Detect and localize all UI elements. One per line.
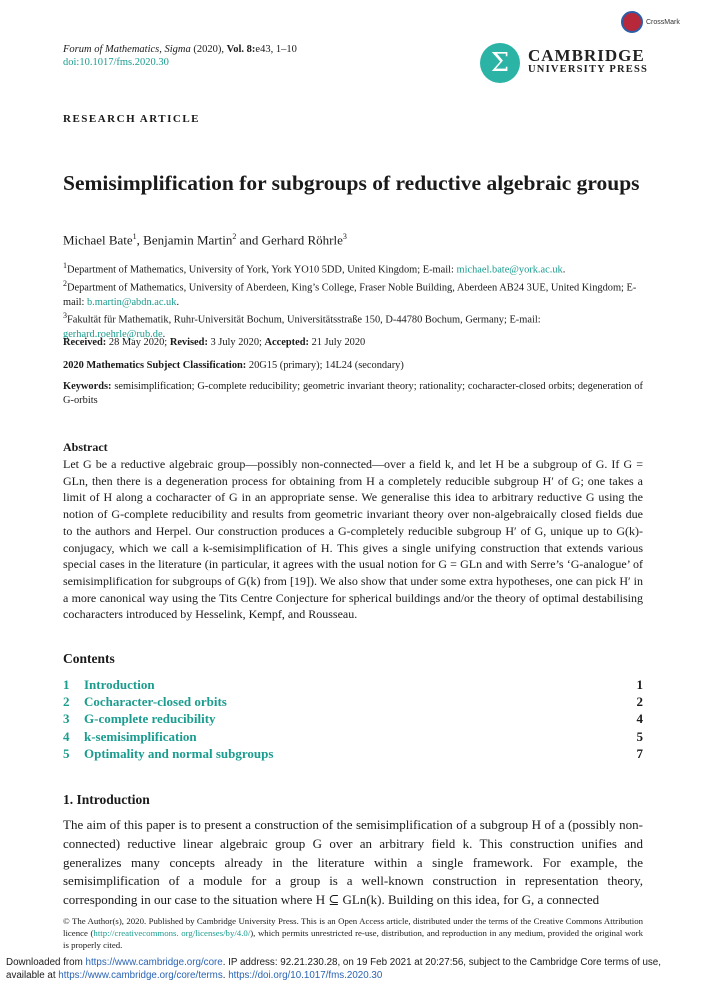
license-footnote xyxy=(63,916,643,951)
author-affil-sup: 1 xyxy=(132,232,137,241)
crossmark-icon xyxy=(621,11,643,33)
received-date: 28 May 2020; xyxy=(108,337,168,348)
toc-number: 4 xyxy=(63,728,70,744)
author-name: Benjamin Martin xyxy=(143,232,233,248)
toc-page: 4 xyxy=(636,711,643,727)
abstract-heading: Abstract xyxy=(63,440,108,454)
author-separator: and xyxy=(236,232,262,248)
intro-paragraph: The aim of this paper is to present a construction of the semisimplification of a subgroup H of a (possibly non-connected) reductive linear algebraic group G over an arbitrary field k. This construction unifies and generalizes many concepts already in the literature within a single framework. For example, the semisimplification of a module for a group is a well-known construction in representation theory, corresponding in our case to the situation where H ⊆ GLn(k). Building on this idea, for G, a connected xyxy=(63,817,643,908)
revised-date: 3 July 2020; xyxy=(210,337,262,348)
toc-page: 2 xyxy=(636,694,643,710)
contents-heading: Contents xyxy=(63,651,115,666)
license-link[interactable]: http://creativecommons. org/licenses/by/4.0/ xyxy=(93,927,251,938)
journal-citation xyxy=(63,43,297,69)
affil-text: Department of Mathematics, University of Aberdeen, King’s College, Fraser Noble Building, Aberdeen AB24 3UE, United Kingdom; E-mail: xyxy=(63,282,637,308)
msc-classification xyxy=(63,360,404,371)
affil-end: . xyxy=(562,264,566,276)
download-text: . xyxy=(222,969,229,981)
crossmark-badge[interactable] xyxy=(621,11,680,33)
publisher-line2: UNIVERSITY PRESS xyxy=(528,64,649,75)
journal-name: Forum of Mathematics, Sigma xyxy=(63,44,191,55)
download-text: Downloaded from xyxy=(6,957,86,968)
email-link[interactable]: gerhard.roehrle@rub.de xyxy=(63,328,163,340)
abstract-text: Let G be a reductive algebraic group—possibly non-connected—over a field k, and let H be a subgroup of G. If G = GLn, then there is a degeneration process for obtaining from H a completely reducible subgroup H′ of G; one takes a limit of H along a cocharacter of G in an appropriate sense. We generalise this idea to arbitrary reductive G using the notion of G-complete reducibility and results from geometric invariant theory over non-algebraically closed fields due to the authors and Herpel. Our construction produces a G-completely reducible subgroup H′ of G, unique up to G(k)-conjugacy, which we call a k-semisimplification of H. This gives a single unifying construction that extends various special cases in the literature (in particular, it agrees with the usual notion for G = GLn and with Serre’s ‘G-analogue’ of semisimplification for subgroups of G(k) from [19]). We also show that under some extra hypotheses, one can pick H′ in a more canonical way using the Tits Centre Conjecture for spherical buildings and/or the theory of optimal destabilising cocharacters introduced by Hesselink, Kempf, and Rousseau. xyxy=(63,457,643,622)
affil-sup: 2 xyxy=(63,279,67,289)
msc-label: 2020 Mathematics Subject Classification: xyxy=(63,360,247,371)
toc-item[interactable] xyxy=(63,693,643,710)
affil-end: . xyxy=(176,296,180,308)
toc-number: 5 xyxy=(63,745,70,761)
affiliations xyxy=(63,259,643,341)
keywords xyxy=(63,380,643,408)
received-label: Received: xyxy=(63,337,107,348)
article-dates xyxy=(63,337,365,348)
journal-year: (2020), xyxy=(193,44,224,55)
journal-volume: Vol. 8: xyxy=(226,44,256,55)
affil-end: . xyxy=(162,328,166,340)
toc-page: 7 xyxy=(636,745,643,761)
publisher-logo xyxy=(480,43,648,83)
table-of-contents xyxy=(63,676,643,762)
affil-text: Department of Mathematics, University of York, York YO10 5DD, United Kingdom; E-mail: xyxy=(67,264,457,276)
author-affil-sup: 2 xyxy=(232,232,237,241)
toc-number: 2 xyxy=(63,694,70,710)
footnote-text: ), which permits unrestricted re-use, distribution, and reproduction in any medium, provided the original work is properly cited. xyxy=(63,927,643,950)
toc-title[interactable]: Introduction xyxy=(84,677,155,692)
author-name: Michael Bate xyxy=(63,232,133,248)
toc-title[interactable]: Cocharacter-closed orbits xyxy=(84,694,227,710)
affil-sup: 3 xyxy=(63,311,67,321)
accepted-date: 21 July 2020 xyxy=(311,337,366,348)
email-link[interactable]: b.martin@abdn.ac.uk xyxy=(86,296,177,308)
accepted-label: Accepted: xyxy=(264,337,309,348)
core-link[interactable]: https://www.cambridge.org/core xyxy=(85,957,223,968)
affil-sup: 1 xyxy=(63,261,67,270)
article-type: RESEARCH ARTICLE xyxy=(63,113,201,125)
download-notice xyxy=(6,957,701,982)
toc-item[interactable] xyxy=(63,745,643,762)
toc-title[interactable]: Optimality and normal subgroups xyxy=(84,745,274,761)
download-text: . IP address: 92.21.230.28, on 19 Feb 2021 at 20:27:56, subject to the Cambridge Core terms of use, available at xyxy=(6,957,661,981)
keywords-value: semisimplification; G-complete reducibility; geometric invariant theory; rationality; cocharacter-closed orbits; degeneration of G-orbits xyxy=(63,381,643,406)
publisher-line1: CAMBRIDGE xyxy=(528,46,645,65)
journal-article: e43, xyxy=(255,44,274,55)
email-link[interactable]: michael.bate@york.ac.uk xyxy=(456,264,563,276)
paper-title: Semisimplification for subgroups of reductive algebraic groups xyxy=(63,171,640,195)
toc-page: 1 xyxy=(636,677,643,692)
cup-sigma-icon: Σ xyxy=(480,43,520,83)
msc-value: 20G15 (primary); 14L24 (secondary) xyxy=(248,360,404,371)
terms-link[interactable]: https://www.cambridge.org/core/terms xyxy=(58,969,223,981)
affil-text: Fakultät für Mathematik, Ruhr-Universität Bochum, Universitätsstraße 150, D-44780 Bochum, Germany; E-mail: xyxy=(67,314,541,326)
author-affil-sup: 3 xyxy=(342,232,347,241)
affiliation xyxy=(63,277,643,309)
doi-footer-link[interactable]: https://doi.org/10.1017/fms.2020.30 xyxy=(228,969,383,981)
toc-title[interactable]: G-complete reducibility xyxy=(84,711,216,727)
journal-pages: 1–10 xyxy=(275,44,297,55)
toc-number: 1 xyxy=(63,677,70,692)
crossmark-label: CrossMark xyxy=(646,18,680,26)
footnote-text: © The Author(s), 2020. Published by Cambridge University Press. This is an Open Access article, distributed under the terms of the Creative Commons Attribution licence ( xyxy=(63,916,643,938)
toc-page: 5 xyxy=(636,728,643,744)
toc-item[interactable] xyxy=(63,710,643,727)
author-name: Gerhard Röhrle xyxy=(261,232,343,248)
affiliation xyxy=(63,259,643,277)
toc-number: 3 xyxy=(63,711,70,727)
revised-label: Revised: xyxy=(169,337,208,348)
author-list xyxy=(63,232,347,248)
toc-item[interactable] xyxy=(63,676,643,693)
toc-item[interactable] xyxy=(63,728,643,745)
author-separator: , xyxy=(136,232,144,248)
doi-link[interactable]: doi:10.1017/fms.2020.30 xyxy=(63,57,169,68)
toc-title[interactable]: k-semisimplification xyxy=(84,728,197,744)
section-heading: 1. Introduction xyxy=(63,792,150,807)
keywords-label: Keywords: xyxy=(63,381,112,392)
